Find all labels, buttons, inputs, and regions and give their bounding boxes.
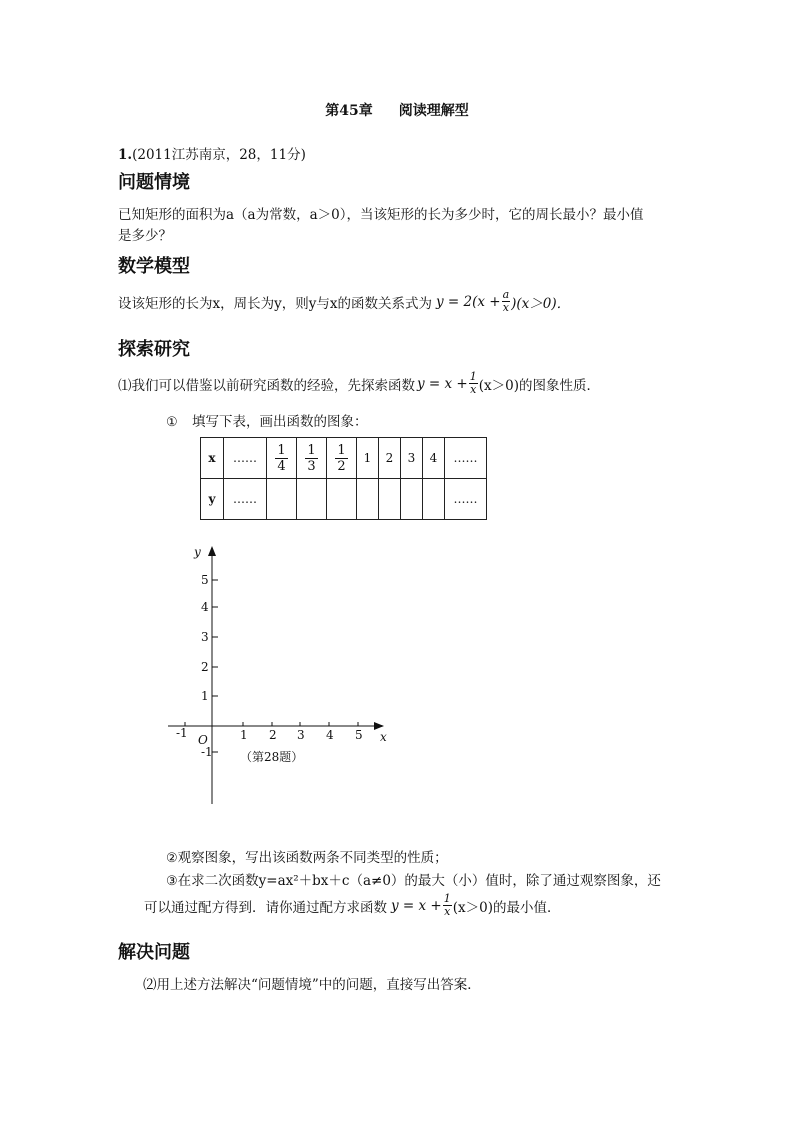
step3-text-line2b: (x＞0)的最小值． [452,899,561,916]
frac-den: 4 [277,458,286,474]
model-statement [118,289,570,314]
table-cell-ellipsis-left: …… [224,438,267,479]
step3-marker: ③ [166,874,178,889]
problem-header [118,143,306,163]
step3-fraction [443,893,452,918]
table-cell-empty [423,479,445,520]
step3-text-line2a: 可以通过配方得到．请你通过配方求函数 [144,899,387,916]
model-frac-num: a [502,288,510,301]
step1-text: 填写下表，画出函数的图象： [191,414,368,430]
table-cell-frac-1-3 [297,438,327,479]
x-tick-label: 2 [269,728,277,742]
y-tick-label: 2 [201,660,209,674]
y-tick-label: 5 [201,573,209,587]
step3-instruction-line1 [166,869,661,889]
table-cell-frac-1-2 [327,438,357,479]
table-row-y [201,479,487,520]
table-cell-ellipsis-right: …… [445,479,487,520]
explore-fraction [469,371,478,396]
frac-num: 1 [337,442,346,458]
y-tick-label: 3 [201,630,209,644]
table-cell-int-1: 1 [357,438,379,479]
model-formula-left: y = 2(x + [435,293,501,310]
section-title-situation: 问题情境 [118,172,190,193]
explore-statement [118,371,600,396]
y-axis-label: y [194,545,201,559]
x-tick-label: 3 [297,728,305,742]
table-cell-empty [379,479,401,520]
y-tick-label: 1 [201,689,209,703]
problem-number: 1. [118,147,133,163]
step1-marker: ① [166,415,178,430]
y-tick-label: -1 [201,745,213,759]
step2-text: 观察图象，写出该函数两条不同类型的性质； [177,850,448,866]
table-cell-empty [297,479,327,520]
explore-frac-num: 1 [469,370,477,383]
problem-source: (2011江苏南京，28，11分) [132,147,306,163]
model-text: 设该矩形的长为x，周长为y，则y与x的函数关系式为 [118,295,432,312]
situation-text-line1: 已知矩形的面积为a（a为常数，a＞0），当该矩形的长为多少时，它的周长最小？最小值 [118,207,644,223]
frac-num: 1 [277,442,286,458]
chapter-topic: 阅读理解型 [398,103,469,119]
table-cell-int-3: 3 [401,438,423,479]
x-tick-label: 1 [240,728,248,742]
table-cell-empty [401,479,423,520]
section-title-solve: 解决问题 [118,942,190,963]
y-axis-arrow [208,546,216,556]
section-title-explore: 探索研究 [118,339,190,360]
y-ticks [212,580,218,752]
x-tick-label: 5 [355,728,363,742]
explore-formula-left: y = x + [417,375,468,392]
model-formula-right: )(x＞0)． [511,295,571,312]
explore-formula-right: (x＞0)的图象性质． [478,377,600,394]
situation-text-line2: 是多少？ [118,228,172,244]
x-ticks [185,722,358,726]
step3-frac-num: 1 [443,892,451,905]
table-cell-ellipsis-left: …… [224,479,267,520]
table-cell-empty [357,479,379,520]
step2-instruction [166,846,448,866]
table-cell-int-4: 4 [423,438,445,479]
chapter-label: 第45章 [325,103,373,119]
step3-instruction-line2 [144,893,561,918]
step3-formula-left: y = x + [391,897,442,914]
table-cell-frac-1-4 [267,438,297,479]
x-axis-label: x [380,730,387,744]
table-row-label-y: y [201,479,224,520]
origin-label: O [198,733,208,747]
model-frac-den: x [502,301,509,314]
frac-den: 2 [337,458,346,474]
step3-frac-den: x [444,905,451,918]
value-table [200,437,487,520]
step1-instruction [166,410,367,430]
frac-num: 1 [307,442,316,458]
table-cell-int-2: 2 [379,438,401,479]
table-cell-empty [267,479,297,520]
x-tick-label: -1 [176,726,188,740]
frac-den: 3 [307,458,316,474]
step3-text-line1: 在求二次函数y=ax²＋bx＋c（a≠0）的最大（小）值时，除了通过观察图象，还 [177,873,661,889]
x-tick-label: 4 [326,728,334,742]
table-row-label-x: x [201,438,224,479]
solve-text: ⑵用上述方法解决“问题情境”中的问题，直接写出答案． [143,977,481,993]
graph-caption: （第28题） [240,750,304,764]
model-fraction [502,289,511,314]
table-row-x [201,438,487,479]
explore-frac-den: x [470,383,477,396]
y-tick-label: 4 [201,600,209,614]
explore-text: ⑴我们可以借鉴以前研究函数的经验，先探索函数 [118,377,415,394]
table-cell-ellipsis-right: …… [445,438,487,479]
section-title-model: 数学模型 [118,256,190,277]
x-axis-arrow [374,722,384,730]
table-cell-empty [327,479,357,520]
step2-marker: ② [166,851,178,866]
page-title [0,100,794,120]
